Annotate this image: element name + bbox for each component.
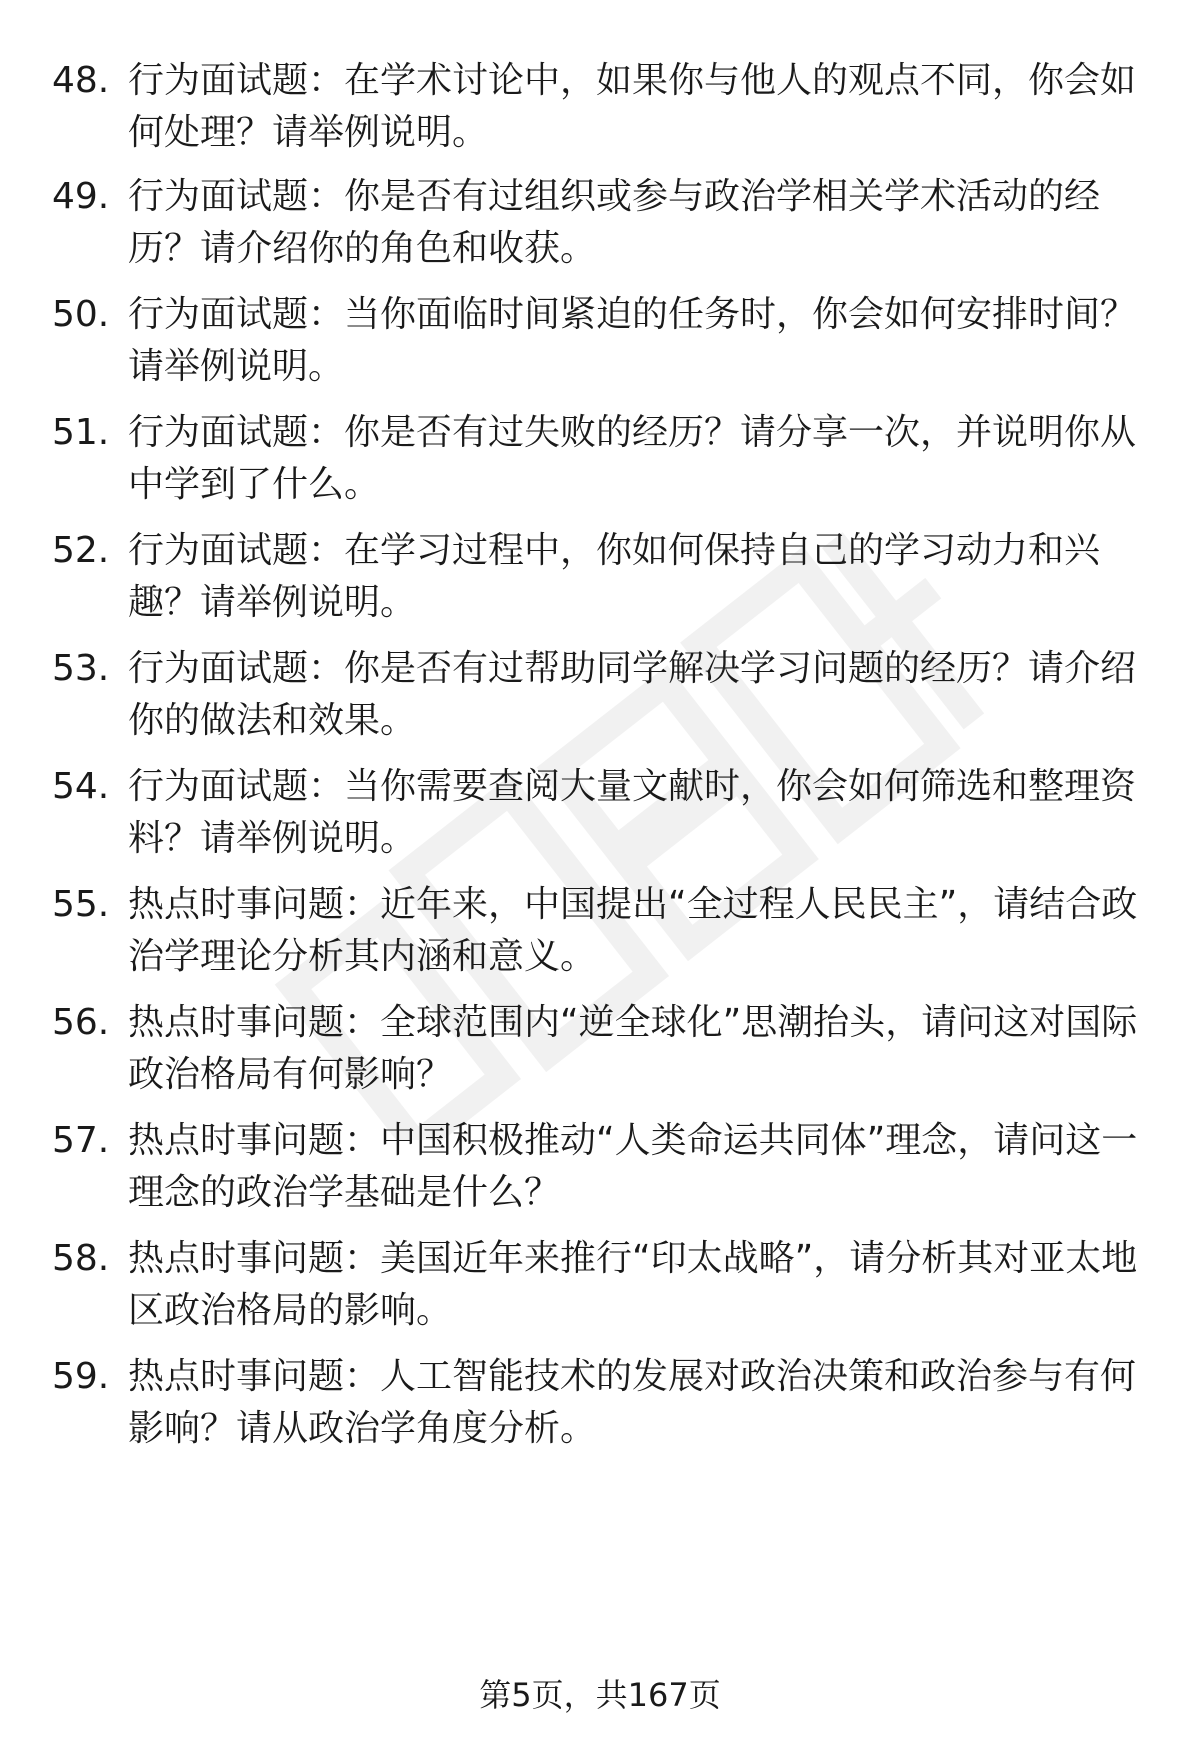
question-number: 54. (52, 766, 110, 807)
question-text: 行为面试题：你是否有过帮助同学解决学习问题的经历？请介绍你的做法和效果。 (128, 648, 1137, 741)
question-item-54 (52, 761, 1142, 865)
question-item-56 (52, 997, 1142, 1101)
question-item-58 (52, 1233, 1142, 1337)
question-number: 57. (52, 1120, 110, 1161)
question-text: 行为面试题：你是否有过组织或参与政治学相关学术活动的经历？请介绍你的角色和收获。 (128, 176, 1101, 269)
question-number: 49. (52, 176, 110, 217)
question-number: 53. (52, 648, 110, 689)
question-item-51 (52, 407, 1142, 511)
question-item-52 (52, 525, 1142, 629)
question-number: 56. (52, 1002, 110, 1043)
question-text: 热点时事问题：美国近年来推行“印太战略”，请分析其对亚太地区政治格局的影响。 (128, 1238, 1138, 1331)
question-item-59 (52, 1351, 1142, 1455)
question-number: 59. (52, 1356, 110, 1397)
page-number: 第5页，共167页 (479, 1676, 721, 1714)
question-item-57 (52, 1115, 1142, 1219)
question-item-55 (52, 879, 1142, 983)
question-text: 行为面试题：在学术讨论中，如果你与他人的观点不同，你会如何处理？请举例说明。 (128, 60, 1137, 153)
question-text: 热点时事问题：中国积极推动“人类命运共同体”理念，请问这一理念的政治学基础是什么？ (128, 1120, 1138, 1213)
question-text: 热点时事问题：人工智能技术的发展对政治决策和政治参与有何影响？请从政治学角度分析。 (128, 1356, 1137, 1449)
question-text: 行为面试题：当你需要查阅大量文献时，你会如何筛选和整理资料？请举例说明。 (128, 766, 1137, 859)
question-item-53 (52, 643, 1142, 747)
question-item-50 (52, 289, 1142, 393)
question-text: 热点时事问题：全球范围内“逆全球化”思潮抬头，请问这对国际政治格局有何影响？ (128, 1002, 1138, 1095)
question-item-49 (52, 171, 1142, 275)
question-text: 行为面试题：当你面临时间紧迫的任务时，你会如何安排时间？请举例说明。 (128, 294, 1137, 387)
question-item-48 (52, 55, 1142, 159)
question-number: 55. (52, 884, 110, 925)
question-number: 52. (52, 530, 110, 571)
question-number: 51. (52, 412, 110, 453)
question-number: 58. (52, 1238, 110, 1279)
question-text: 行为面试题：在学习过程中，你如何保持自己的学习动力和兴趣？请举例说明。 (128, 530, 1101, 623)
question-number: 50. (52, 294, 110, 335)
question-text: 行为面试题：你是否有过失败的经历？请分享一次，并说明你从中学到了什么。 (128, 412, 1137, 505)
question-text: 热点时事问题：近年来，中国提出“全过程人民民主”，请结合政治学理论分析其内涵和意义。 (128, 884, 1138, 977)
question-number: 48. (52, 60, 110, 101)
